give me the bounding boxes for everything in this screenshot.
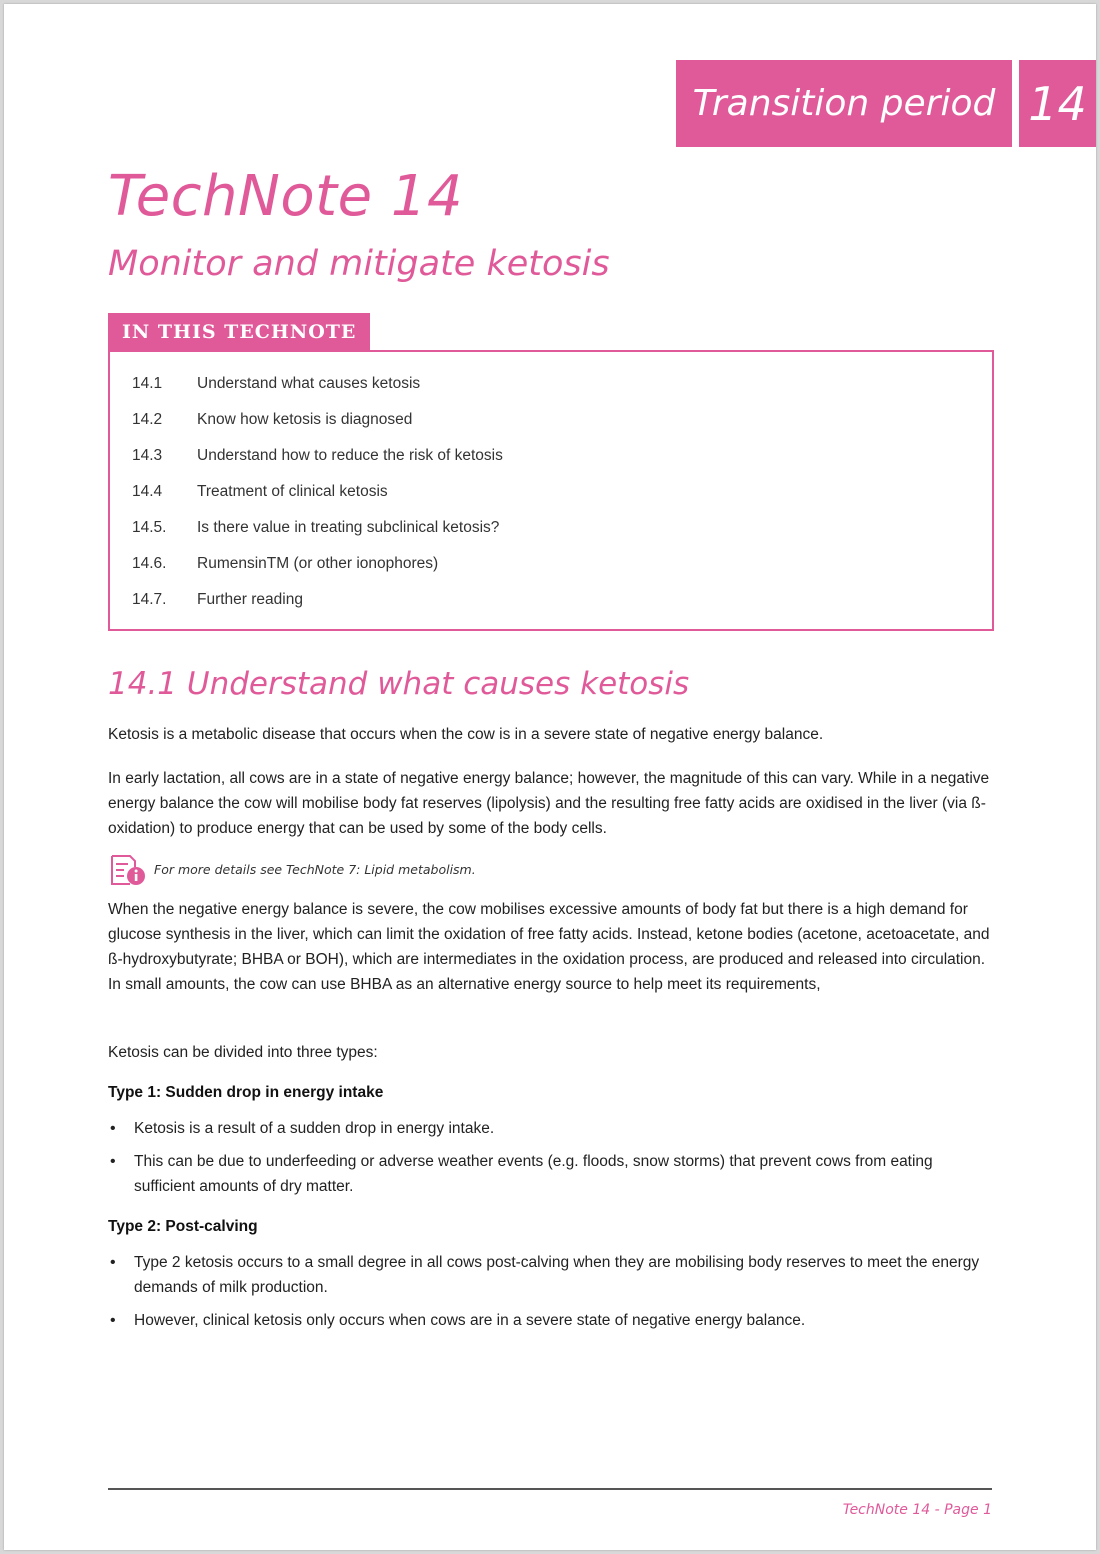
doc-subtitle: Monitor and mitigate ketosis: [108, 244, 610, 284]
toc-item-number: 14.6.: [132, 555, 167, 572]
toc-item-number: 14.3: [132, 447, 163, 464]
toc-item-number: 14.5.: [132, 519, 167, 536]
type2-heading: Type 2: Post-calving: [108, 1218, 258, 1235]
toc-list: [110, 352, 992, 618]
doc-title: TechNote 14: [108, 164, 464, 229]
header-tab-number: [1019, 60, 1096, 147]
section-heading: 14.1 Understand what causes ketosis: [108, 666, 690, 702]
list-item: • Ketosis is a result of a sudden drop in energy intake.: [108, 1116, 988, 1141]
toc-item[interactable]: [110, 510, 992, 546]
toc-item-text: Know how ketosis is diagnosed: [197, 411, 413, 428]
header-tab-number-text: 14: [1028, 76, 1087, 131]
paragraph-4: Ketosis can be divided into three types:: [108, 1044, 378, 1061]
toc-item-text: Is there value in treating subclinical ketosis?: [197, 519, 500, 536]
toc-label: IN THIS TECHNOTE: [108, 313, 370, 351]
toc-item-number: 14.2: [132, 411, 163, 428]
type2-bullets: [108, 1250, 988, 1341]
toc-item-number: 14.7.: [132, 591, 167, 608]
document-page: [4, 4, 1096, 1550]
toc-item-text: Understand how to reduce the risk of ketosis: [197, 447, 503, 464]
note-text: For more details see TechNote 7: Lipid metabolism.: [154, 861, 476, 877]
paragraph-2: In early lactation, all cows are in a state of negative energy balance; however, the magnitude of this can vary. While in a negative energy balance the cow will mobilise body fat reserves (lipolysis) and the resulting free fatty acids are oxidised in the liver (via ß-oxidation) to produce energy that can be used by some of the body cells.: [108, 770, 990, 837]
footer-divider: [108, 1488, 992, 1490]
header-tab-title: [676, 60, 1012, 147]
header-tab-title-text: Transition period: [692, 83, 996, 124]
toc-item-text: RumensinTM (or other ionophores): [197, 555, 439, 572]
toc-box: [108, 350, 994, 631]
document-info-icon: [108, 850, 148, 888]
list-item: • Type 2 ketosis occurs to a small degree in all cows post-calving when they are mobilising body reserves to meet the energy demands of milk production.: [108, 1250, 988, 1300]
toc-item[interactable]: [110, 582, 992, 618]
toc-item[interactable]: [110, 474, 992, 510]
type1-bullets: [108, 1116, 988, 1207]
note-reference: [108, 850, 476, 888]
toc-item-text: Treatment of clinical ketosis: [197, 483, 388, 500]
toc-item-text: Further reading: [197, 591, 303, 608]
toc-item[interactable]: [110, 438, 992, 474]
toc-item[interactable]: [110, 402, 992, 438]
paragraph-3: When the negative energy balance is severe, the cow mobilises excessive amounts of body fat but there is a high demand for glucose synthesis in the liver, which can limit the oxidation of free fatty acids. Instead, ketone bodies (acetone, acetoacetate, and ß-hydroxybutyrate; BHBA or BOH), which are intermediates in the oxidation process, are produced and released into circulation. In small amounts, the cow can use BHBA as an alternative energy source to help meet its requirements,: [108, 901, 990, 993]
toc-item-text: Understand what causes ketosis: [197, 375, 421, 392]
toc-item-number: 14.4: [132, 483, 163, 500]
footer-page-label: TechNote 14 - Page 1: [842, 1502, 992, 1518]
paragraph-1: Ketosis is a metabolic disease that occurs when the cow is in a severe state of negative energy balance.: [108, 726, 824, 743]
list-item: • This can be due to underfeeding or adverse weather events (e.g. floods, snow storms) that prevent cows from eating sufficient amounts of dry matter.: [108, 1149, 988, 1199]
toc-item-number: 14.1: [132, 375, 163, 392]
type1-heading: Type 1: Sudden drop in energy intake: [108, 1084, 384, 1101]
list-item: • However, clinical ketosis only occurs when cows are in a severe state of negative energy balance.: [108, 1308, 988, 1333]
toc-item[interactable]: [110, 366, 992, 402]
toc-item[interactable]: [110, 546, 992, 582]
